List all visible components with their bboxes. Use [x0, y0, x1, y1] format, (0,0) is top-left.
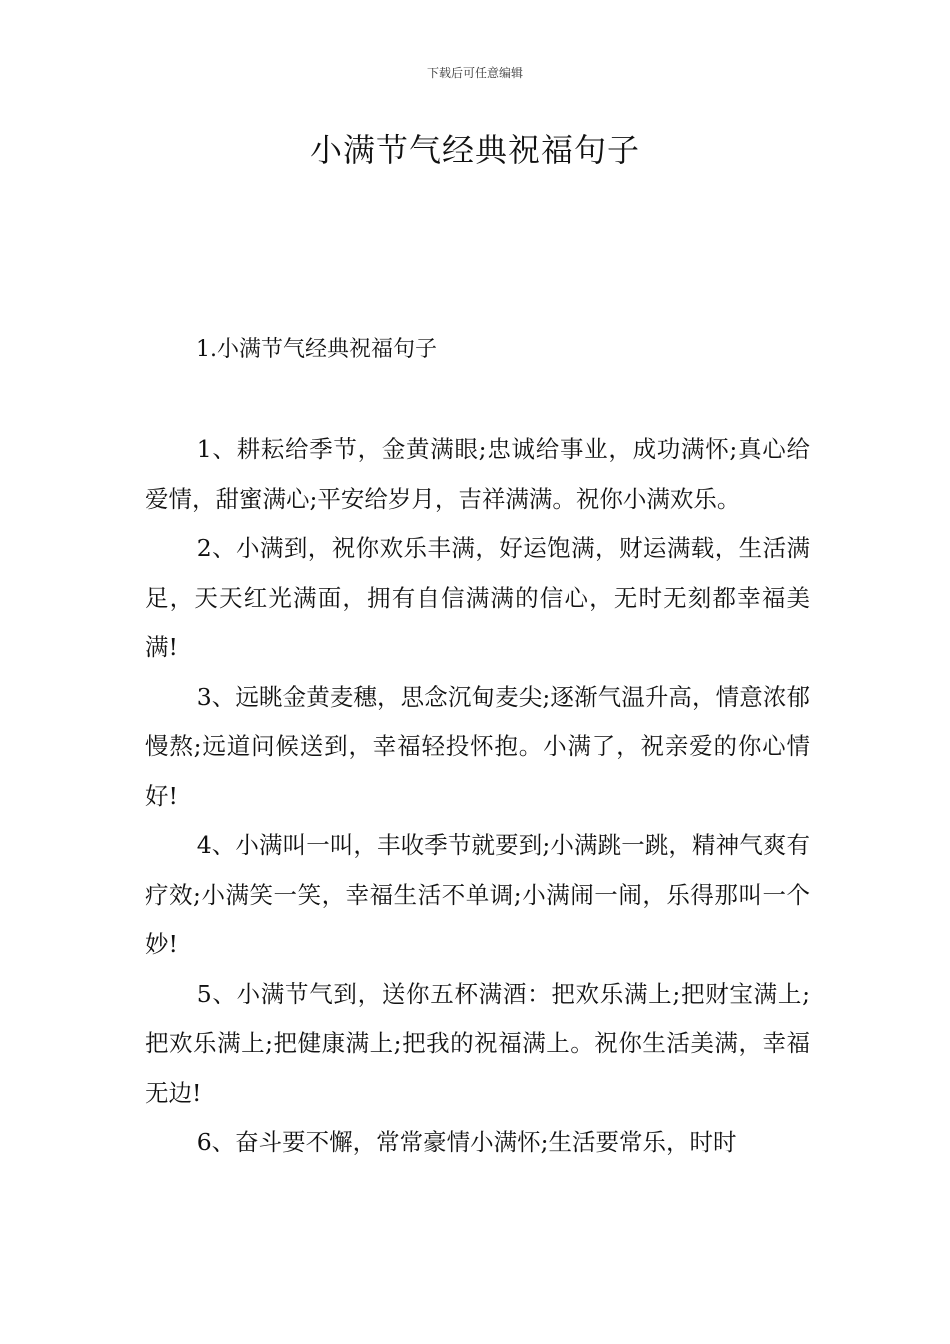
document-title: 小满节气经典祝福句子 [309, 131, 640, 169]
paragraph: 4、小满叫一叫，丰收季节就要到;小满跳一跳，精神气爽有疗效;小满笑一笑，幸福生活不单调;小满闹一闹，乐得那叫一个妙! [145, 831, 810, 958]
paragraph: 3、远眺金黄麦穗，思念沉甸麦尖;逐渐气温升高，情意浓郁慢熬;远道问候送到，幸福轻投怀抱。小满了，祝亲爱的你心情好! [145, 682, 810, 810]
section-heading: 1.小满节气经典祝福句子 [196, 337, 437, 362]
paragraph: 5、小满节气到，送你五杯满酒：把欢乐满上;把财宝满上;把欢乐满上;把健康满上;把我的祝福满上。祝你生活美满，幸福无边! [145, 979, 810, 1107]
paragraph: 2、小满到，祝你欢乐丰满，好运饱满，财运满载，生活满足，天天红光满面，拥有自信满满的信心，无时无刻都幸福美满! [145, 534, 810, 661]
paragraph: 1、耕耘给季节，金黄满眼;忠诚给事业，成功满怀;真心给爱情，甜蜜满心;平安给岁月，吉祥满满。祝你小满欢乐。 [145, 435, 810, 513]
paragraph: 6、奋斗要不懈，常常豪情小满怀;生活要常乐，时时 [196, 1128, 737, 1156]
page-header-note: 下载后可任意编辑 [426, 66, 523, 80]
document-body [145, 425, 810, 1168]
